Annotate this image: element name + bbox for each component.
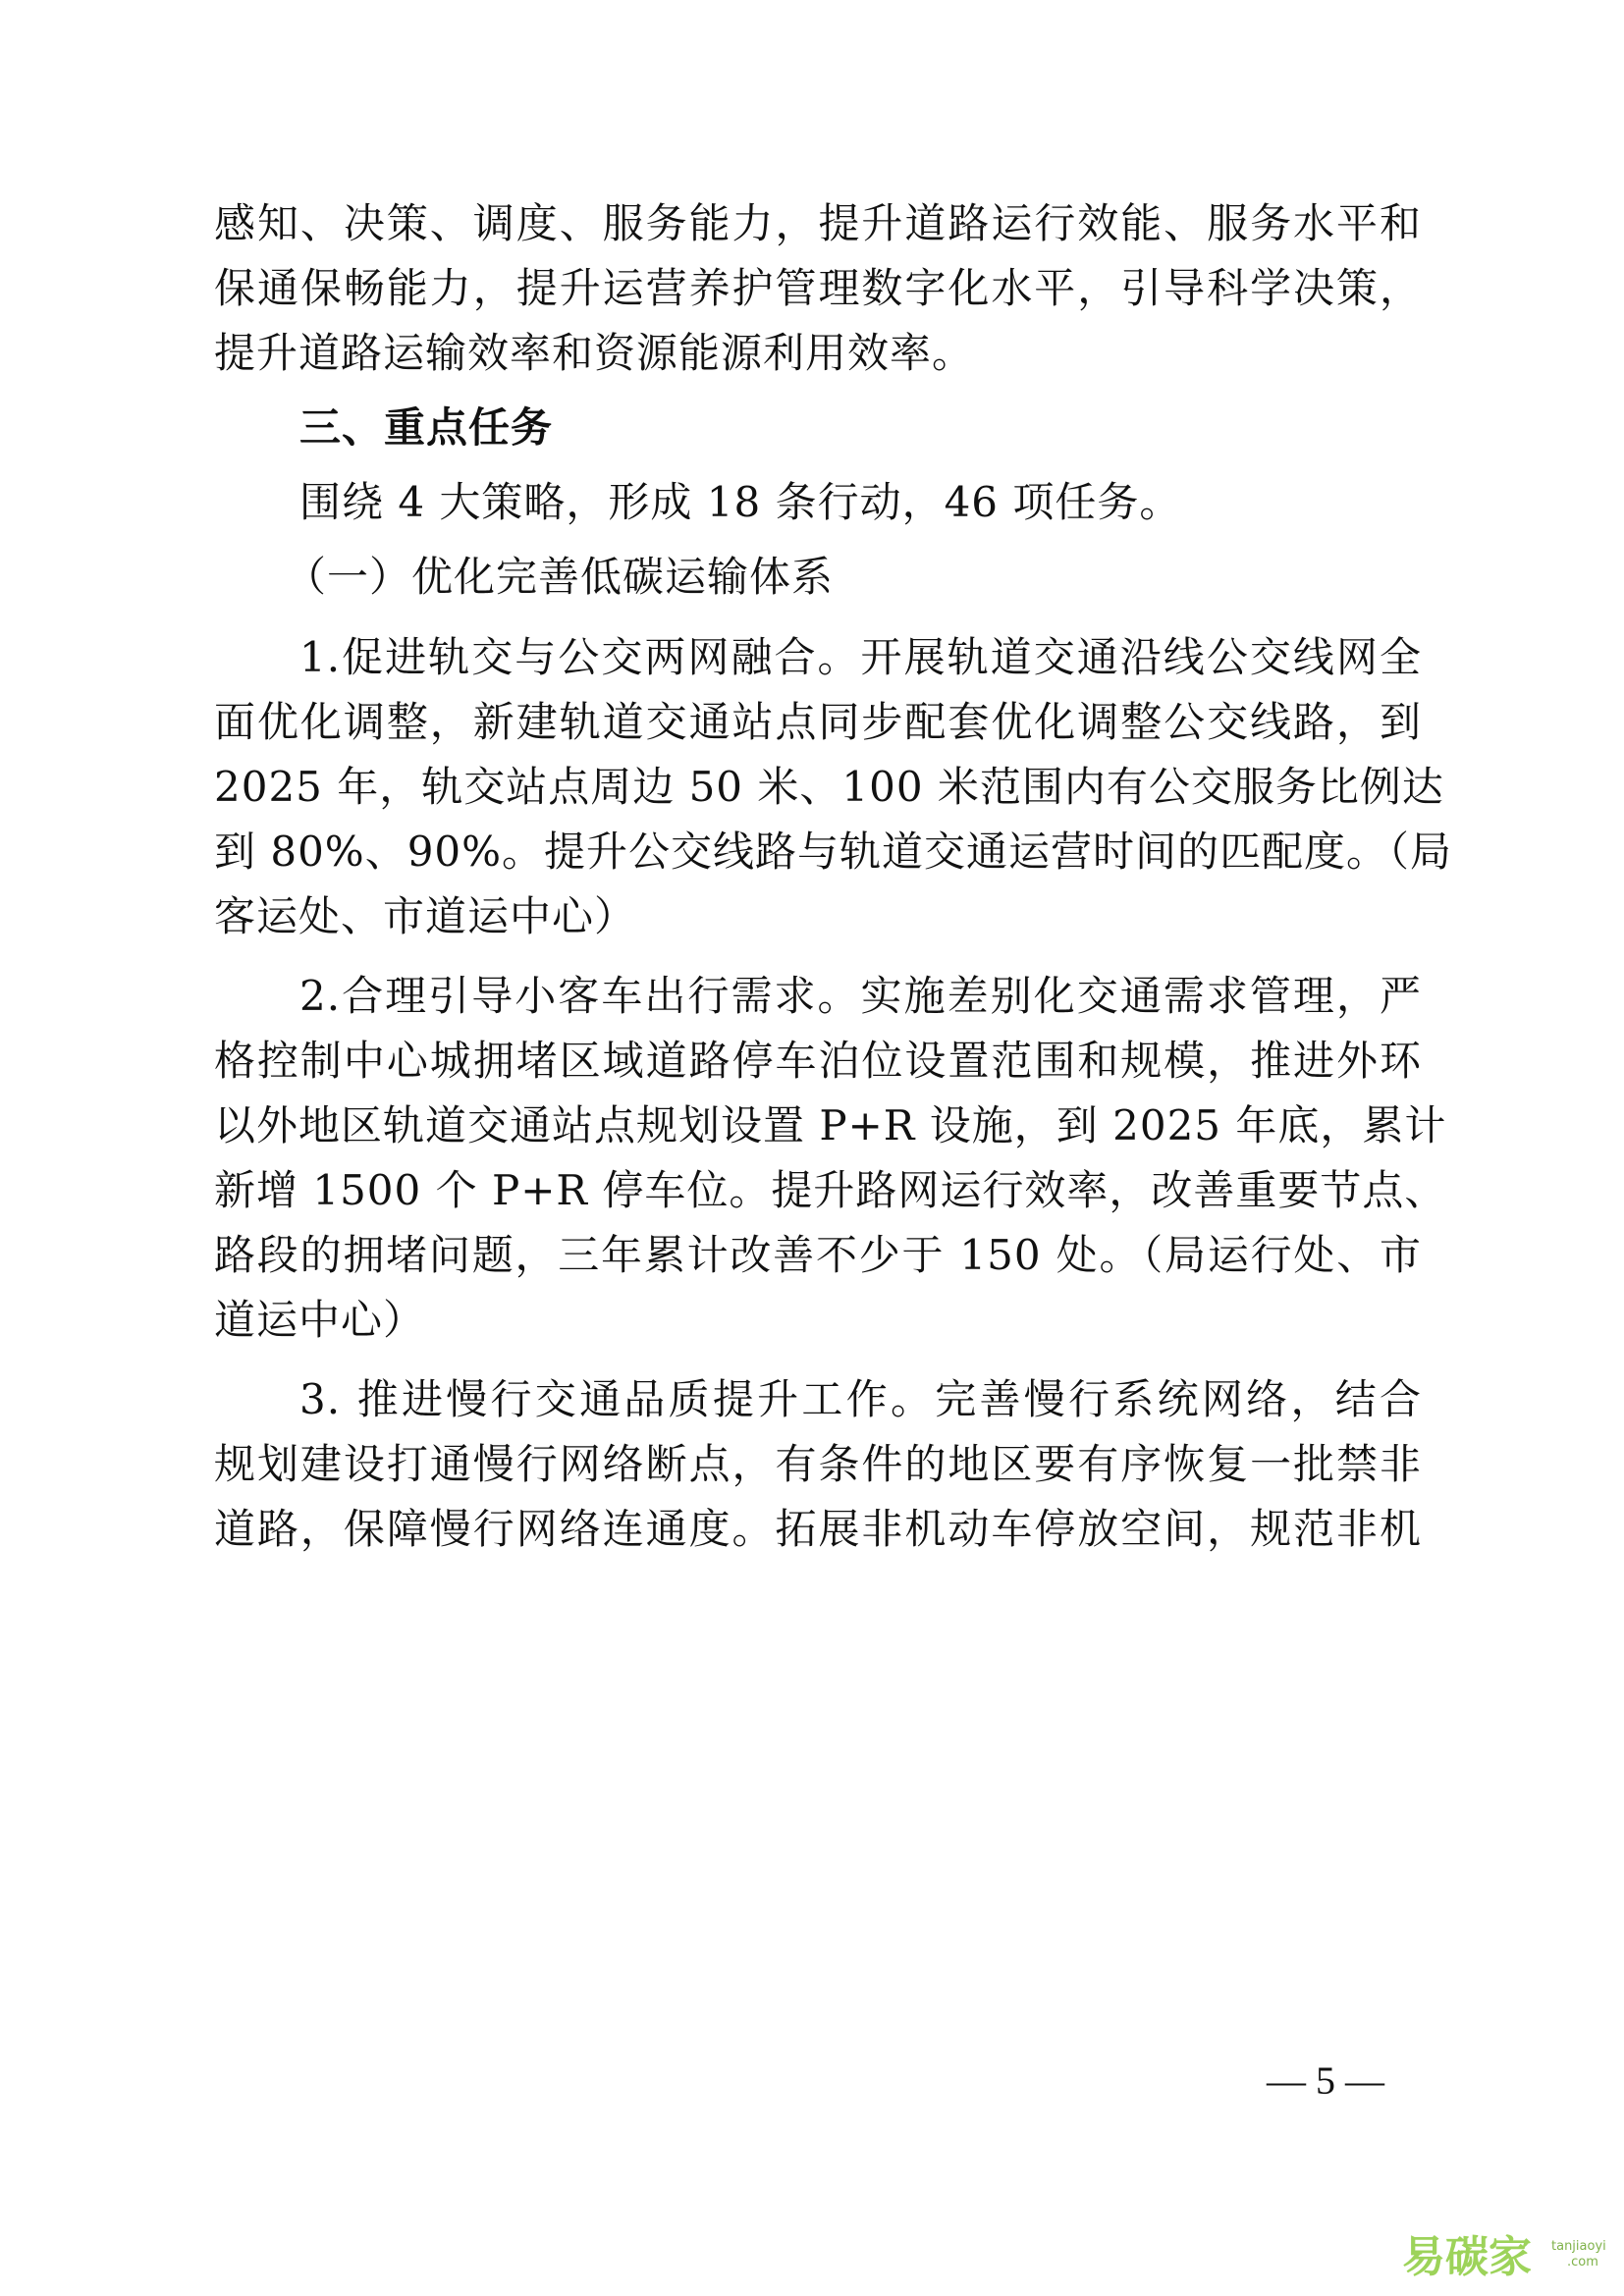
item-3-line: 3. 推进慢行交通品质提升工作。完善慢行系统网络，结合: [299, 1375, 1422, 1423]
item-1-line: 到 80%、90%。提升公交线路与轨道交通运营时间的匹配度。（局: [214, 828, 1453, 876]
item-2-line: 格控制中心城拥堵区域道路停车泊位设置范围和规模，推进外环: [214, 1037, 1422, 1085]
item-2-line: 道运中心）: [214, 1296, 426, 1344]
item-2-line: 以外地区轨道交通站点规划设置 P+R 设施，到 2025 年底，累计: [214, 1101, 1447, 1149]
body-text-line: 提升道路运输效率和资源能源利用效率。: [214, 329, 975, 377]
subsection-heading: （一）优化完善低碳运输体系: [285, 553, 835, 601]
item-3-line: 道路，保障慢行网络连通度。拓展非机动车停放空间，规范非机: [214, 1505, 1422, 1553]
watermark-logo: [1394, 2220, 1620, 2289]
item-1-line: 客运处、市道运中心）: [214, 892, 637, 940]
section-heading: 三、重点任务: [299, 403, 554, 452]
watermark-small-text: tanjiaoyi: [1551, 2239, 1606, 2254]
item-2-line: 2.合理引导小客车出行需求。实施差别化交通需求管理，严: [299, 972, 1422, 1020]
item-1-line: 1.促进轨交与公交两网融合。开展轨道交通沿线公交线网全: [299, 633, 1422, 681]
item-3-line: 规划建设打通慢行网络断点，有条件的地区要有序恢复一批禁非: [214, 1440, 1422, 1488]
body-text-line: 保通保畅能力，提升运营养护管理数字化水平，引导科学决策，: [214, 264, 1422, 312]
item-2-line: 路段的拥堵问题，三年累计改善不少于 150 处。（局运行处、市: [214, 1231, 1422, 1279]
body-text-line: 感知、决策、调度、服务能力，提升道路运行效能、服务水平和: [214, 199, 1422, 247]
item-2-line: 新增 1500 个 P+R 停车位。提升路网运行效率，改善重要节点、: [214, 1166, 1447, 1214]
item-1-line: 2025 年，轨交站点周边 50 米、100 米范围内有公交服务比例达: [214, 763, 1444, 811]
page-number: — 5 —: [1267, 2058, 1384, 2103]
section-intro: 围绕 4 大策略，形成 18 条行动，46 项任务。: [299, 478, 1182, 526]
watermark-text: 易碳家: [1402, 2232, 1532, 2282]
watermark-small-text-2: .com: [1567, 2255, 1598, 2269]
item-1-line: 面优化调整，新建轨道交通站点同步配套优化调整公交线路，到: [214, 698, 1422, 746]
